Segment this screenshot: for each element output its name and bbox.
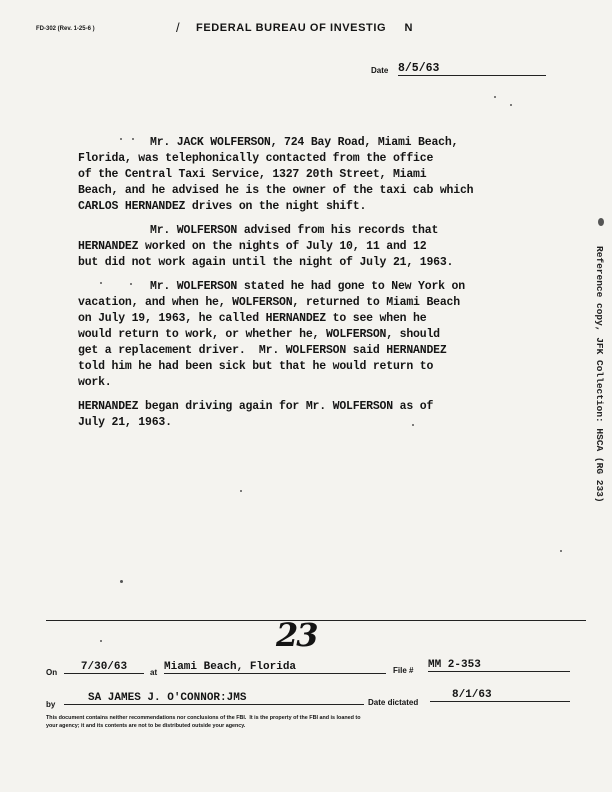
body-line: Mr. JACK WOLFERSON, 724 Bay Road, Miami Beach,: [150, 136, 459, 149]
form-number: FD-302 (Rev. 1-25-6 ): [36, 26, 95, 32]
body-line: HERNANDEZ worked on the nights of July 10, 11 and 12: [78, 240, 427, 253]
body-line: Mr. WOLFERSON stated he had gone to New York on: [150, 280, 465, 293]
disclaimer-line-2: your agency; it and its contents are not to be distributed outside your agency.: [46, 723, 246, 729]
agent-name: SA JAMES J. O'CONNOR:JMS: [64, 692, 364, 705]
scan-speck: [130, 283, 132, 285]
body-line: told him he had been sick but that he would return to: [78, 360, 434, 373]
body-line: on July 19, 1963, he called HERNANDEZ to see when he: [78, 312, 427, 325]
scan-speck: [510, 104, 512, 106]
interview-location: Miami Beach, Florida: [164, 661, 386, 674]
on-label: On: [46, 668, 58, 677]
date-dictated-label: Date dictated: [368, 698, 419, 707]
body-line: Beach, and he advised he is the owner of the taxi cab which: [78, 184, 474, 197]
archive-reference-note: Reference copy, JFK Collection: HSCA (RG 233): [594, 246, 605, 503]
handwritten-mark: /: [176, 20, 180, 35]
date-label: Date: [371, 66, 389, 75]
file-label: File #: [393, 666, 414, 675]
disclaimer-line-1: This document contains neither recommendations nor conclusions of the FBI. It is the property of the FBI and is loaned to: [46, 715, 361, 721]
body-line: Mr. WOLFERSON advised from his records that: [150, 224, 439, 237]
scan-speck: [120, 580, 123, 583]
scan-speck: [100, 640, 102, 642]
body-line: CARLOS HERNANDEZ drives on the night shift.: [78, 200, 367, 213]
interview-date: 7/30/63: [64, 661, 144, 674]
by-label: by: [46, 700, 56, 709]
scan-speck: [412, 424, 414, 426]
body-line: would return to work, or whether he, WOLFERSON, should: [78, 328, 440, 341]
body-line: HERNANDEZ began driving again for Mr. WOLFERSON as of: [78, 400, 434, 413]
scan-speck: [120, 138, 122, 140]
date-dictated-value: 8/1/63: [430, 689, 570, 702]
body-line: of the Central Taxi Service, 1327 20th Street, Miami: [78, 168, 427, 181]
body-line: Florida, was telephonically contacted from the office: [78, 152, 434, 165]
file-number: MM 2-353: [428, 659, 570, 672]
agency-title: FEDERAL BUREAU OF INVESTIG N: [196, 22, 414, 34]
scan-speck: [560, 550, 562, 552]
scan-speck: [598, 218, 604, 226]
body-line: get a replacement driver. Mr. WOLFERSON said HERNANDEZ: [78, 344, 447, 357]
body-line: but did not work again until the night of July 21, 1963.: [78, 256, 454, 269]
handwritten-serial-number: 23: [276, 616, 317, 654]
body-line: July 21, 1963.: [78, 416, 172, 429]
body-line: vacation, and when he, WOLFERSON, returned to Miami Beach: [78, 296, 460, 309]
body-line: work.: [78, 376, 112, 389]
date-value: 8/5/63: [398, 62, 546, 76]
scan-speck: [132, 138, 134, 140]
scan-speck: [100, 282, 102, 284]
at-label: at: [150, 668, 158, 677]
scan-speck: [240, 490, 242, 492]
scan-speck: [494, 96, 496, 98]
fbi-disclaimer: [46, 714, 360, 730]
